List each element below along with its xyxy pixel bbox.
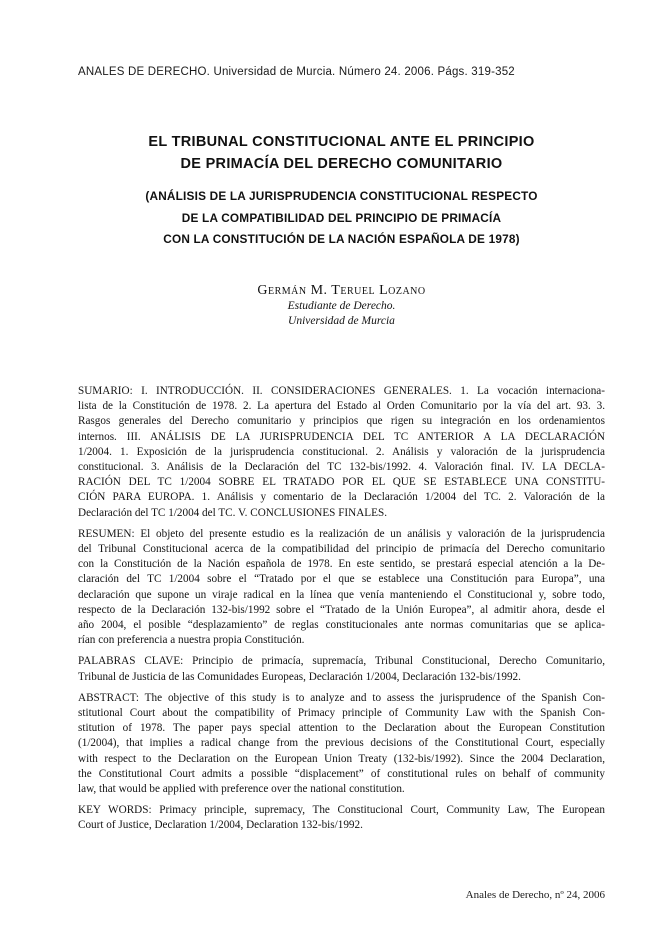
journal-footer: Anales de Derecho, nº 24, 2006 xyxy=(465,889,605,901)
text-line: lista de la Constitución de 1978. 2. La apertura del Estado al Orden Comunitario por la vía del art. 93. 3. xyxy=(78,400,605,413)
abstract-paragraph xyxy=(78,691,605,797)
text-line: internos. III. ANÁLISIS DE LA JURISPRUDENCIA DEL TC ANTERIOR A LA DECLARACIÓN xyxy=(78,430,605,443)
text-line: SUMARIO: I. INTRODUCCIÓN. II. CONSIDERACIONES GENERALES. 1. La vocación internaciona- xyxy=(78,385,605,397)
text-line: the Constitutional Court admits a possible “displacement” of constitutional rules on behalf of community xyxy=(78,767,605,780)
text-line: law, that would be applied with preference over the national constitution. xyxy=(78,783,405,796)
text-line: del Tribunal Constitucional acerca de la compatibilidad del principio de primacía del Derecho comunitario xyxy=(78,543,605,556)
text-line: 1/2004. 1. Exposición de la jurisprudencia constitucional. 2. Análisis y valoración de la jurisprudencia xyxy=(78,445,605,458)
text-line: Tribunal de Justicia de las Comunidades Europeas, Declaración 1/2004, Declaración 132-bis/1992. xyxy=(78,670,521,683)
text-line: CON LA CONSTITUCIÓN DE LA NACIÓN ESPAÑOLA DE 1978) xyxy=(163,232,520,246)
text-line: claración del TC 1/2004 sobre el “Tratado por el que se establece una Constitución para Europa”, una xyxy=(78,573,605,586)
article-front-matter xyxy=(78,384,605,834)
text-line: Estudiante de Derecho. xyxy=(287,300,396,312)
text-line: constitucional. 3. Análisis de la Declaración del TC 132-bis/1992. 4. Valoración final. IV. LA DECLA- xyxy=(78,461,605,474)
text-line: RESUMEN: El objeto del presente estudio es la realización de un análisis y valoración de la jurisprudencia xyxy=(78,527,605,540)
text-line: ABSTRACT: The objective of this study is to analyze and to assess the jurisprudence of the Spanish Con- xyxy=(78,691,605,704)
text-line: Universidad de Murcia xyxy=(288,315,395,327)
text-line: Rasgos generales del Derecho comunitario y principios que rigen su integración en los ordenamientos xyxy=(78,415,605,428)
text-line: CIÓN PARA EUROPA. 1. Análisis y comentario de la Declaración 1/2004 del TC. 2. Valoración de la xyxy=(78,491,605,504)
text-line: PALABRAS CLAVE: Principio de primacía, supremacía, Tribunal Constitucional, Derecho Comunitario, xyxy=(78,655,605,668)
article-subtitle xyxy=(78,186,605,251)
text-line: DE LA COMPATIBILIDAD DEL PRINCIPIO DE PRIMACÍA xyxy=(181,210,502,225)
text-line: DE PRIMACÍA DEL DERECHO COMUNITARIO xyxy=(180,156,503,172)
text-line: stitutional Court about the compatibility of Primacy principle of Community Law with the Spanish Con- xyxy=(78,707,605,720)
text-line: declaración que supone un viraje radical en la línea que venía manteniendo el Constitucional y, sobre todo, xyxy=(78,588,605,601)
author-name: Germán M. Teruel Lozano xyxy=(257,283,426,298)
text-line: with respect to the Declaration on the European Union Treaty (132-bis/1992). Since the 2004 Declaration, xyxy=(78,752,605,765)
text-line: Court of Justice, Declaration 1/2004, Declaration 132-bis/1992. xyxy=(78,819,363,832)
text-line: con la Constitución de la Nación española de 1978. En este sentido, se prestará especial atención a la De- xyxy=(78,558,605,571)
palabras-clave-paragraph xyxy=(78,654,605,684)
text-line: RACIÓN DEL TC 1/2004 SOBRE EL TRATADO POR EL QUE SE ESTABLECE UNA CONSTITU- xyxy=(78,476,605,489)
sumario-paragraph xyxy=(78,384,605,521)
resumen-paragraph xyxy=(78,527,605,649)
text-line: año 2004, el posible “desplazamiento” de reglas constitucionales ante normas comunitarias que se aplica- xyxy=(78,619,605,632)
text-line: respecto de la Declaración 132-bis/1992 sobre el “Tratado de la Unión Europea”, al admitir ahora, desde el xyxy=(78,603,605,616)
author-affiliation xyxy=(78,299,605,329)
text-line: stitution of 1978. The paper pays special attention to the Declaration about the European Constitution xyxy=(78,722,605,735)
text-line: (ANÁLISIS DE LA JURISPRUDENCIA CONSTITUCIONAL RESPECTO xyxy=(145,189,538,203)
text-line: KEY WORDS: Primacy principle, supremacy, The Constitucional Court, Community Law, The European xyxy=(78,804,605,817)
key-words-paragraph xyxy=(78,803,605,833)
text-line: rían con preferencia a nuestra propia Constitución. xyxy=(78,634,305,647)
text-line: Declaración del TC 1/2004 del TC. V. CONCLUSIONES FINALES. xyxy=(78,506,387,519)
text-line: (1/2004), that implies a radical change from the previous decisions of the Constitutional Court, especially xyxy=(78,737,605,750)
article-title xyxy=(78,131,605,175)
text-line: EL TRIBUNAL CONSTITUCIONAL ANTE EL PRINCIPIO xyxy=(148,134,535,150)
journal-header: ANALES DE DERECHO. Universidad de Murcia. Número 24. 2006. Págs. 319-352 xyxy=(78,66,515,78)
